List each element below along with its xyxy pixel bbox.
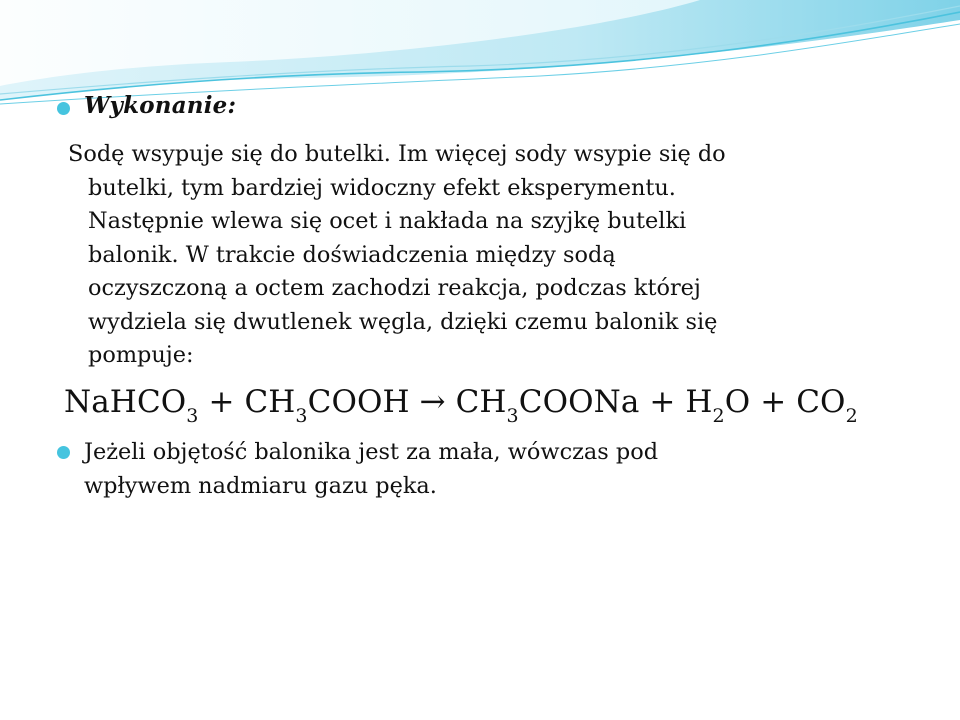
chemical-equation xyxy=(64,384,858,427)
equation-text: NaHCO xyxy=(64,384,187,420)
bullet-icon xyxy=(57,446,70,459)
equation-subscript: 3 xyxy=(506,405,519,427)
equation-subscript: 2 xyxy=(845,405,858,427)
note-line: wpływem nadmiaru gazu pęka. xyxy=(84,472,437,499)
section-heading: Wykonanie: xyxy=(84,92,237,119)
paragraph-line: balonik. W trakcie doświadczenia między sodą xyxy=(88,241,616,268)
paragraph-line: butelki, tym bardziej widoczny efekt eksperymentu. xyxy=(88,174,676,201)
paragraph-line: Następnie wlewa się ocet i nakłada na szyjkę butelki xyxy=(88,208,687,234)
procedure-paragraph xyxy=(68,138,888,373)
note-paragraph xyxy=(84,436,884,503)
bullet-icon xyxy=(57,102,70,115)
paragraph-line: wydziela się dwutlenek węgla, dzięki czemu balonik się xyxy=(88,308,718,335)
note-line: Jeżeli objętość balonika jest za mała, wówczas pod xyxy=(84,439,659,465)
equation-subscript: 3 xyxy=(295,405,308,427)
paragraph-line: pompuje: xyxy=(88,342,194,368)
paragraph-line: oczyszczoną a octem zachodzi reakcja, podczas której xyxy=(88,275,701,301)
equation-subscript: 3 xyxy=(186,405,199,427)
equation-text: COOH → CH xyxy=(307,384,507,420)
equation-text: + CH xyxy=(198,384,296,420)
equation-subscript: 2 xyxy=(712,405,725,427)
paragraph-line: Sodę wsypuje się do butelki. Im więcej sody wsypie się do xyxy=(68,141,726,167)
equation-text: COONa + H xyxy=(518,384,713,420)
equation-text: O + CO xyxy=(724,384,846,420)
